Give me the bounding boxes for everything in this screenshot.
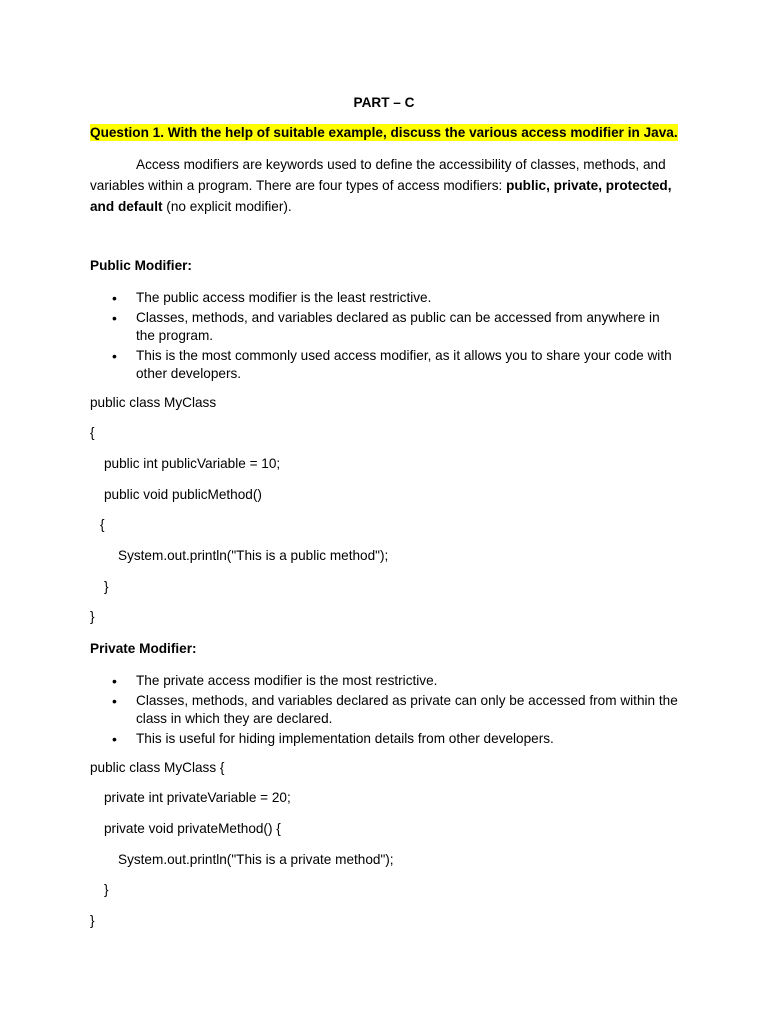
intro-paragraph [90,154,680,217]
list-item: • Classes, methods, and variables declared as private can only be accessed from within the class in which they are declared. [90,692,680,728]
question-heading [90,123,678,143]
code-line: } [104,579,109,594]
code-line: public class MyClass { [90,760,225,775]
code-line: private void privateMethod() { [104,821,281,836]
code-line: public int publicVariable = 10; [104,456,281,471]
public-bullet-list [90,289,680,385]
private-bullet-list [90,672,680,750]
code-line: System.out.println("This is a private method"); [118,852,394,867]
question-highlight: Question 1. With the help of suitable example, discuss the various access modifier in Java. [90,125,678,140]
code-line: public class MyClass [90,395,217,410]
code-line: { [100,517,105,532]
code-line: System.out.println("This is a public method"); [118,548,389,563]
code-line: { [90,425,95,440]
code-line: } [90,609,95,624]
list-item: • This is useful for hiding implementation details from other developers. [90,730,680,748]
intro-text-2: (no explicit modifier). [162,199,292,214]
list-item: • This is the most commonly used access modifier, as it allows you to share your code with other developers. [90,347,680,383]
list-item: • The public access modifier is the least restrictive. [90,289,680,307]
public-modifier-heading: Public Modifier: [90,258,192,273]
intro-bold-modifiers: public, private, protected, and default [90,178,672,214]
intro-text-1: Access modifiers are keywords used to define the accessibility of classes, methods, and variables within a program. There are four types of access modifiers: [90,157,666,193]
part-title: PART – C [353,95,415,110]
code-line: public void publicMethod() [104,487,262,502]
list-item: • Classes, methods, and variables declared as public can be accessed from anywhere in the program. [90,309,680,345]
private-modifier-heading: Private Modifier: [90,641,197,656]
code-line: private int privateVariable = 20; [104,790,291,805]
list-item: • The private access modifier is the most restrictive. [90,672,680,690]
code-line: } [104,882,109,897]
code-line: } [90,913,95,928]
